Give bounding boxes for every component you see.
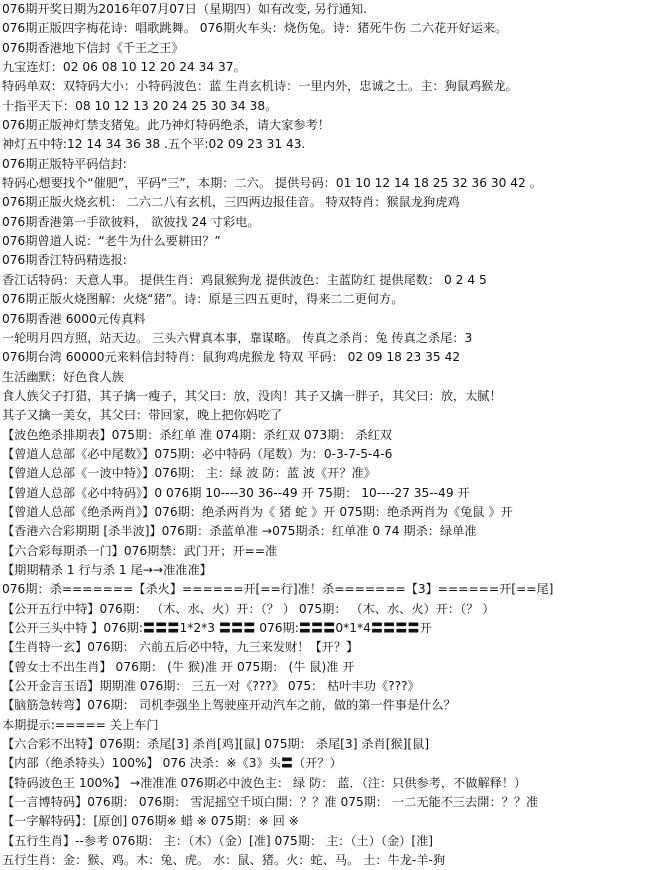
- line-18: [2, 329, 666, 348]
- line-20-text: 生活幽默：好色食人族: [2, 369, 124, 384]
- line-4: [2, 58, 666, 77]
- line-25: [2, 464, 666, 483]
- line-26: [2, 484, 666, 503]
- line-39: [2, 735, 666, 754]
- line-14-text: 076期香江特码精选报:: [2, 253, 127, 268]
- line-29: [2, 542, 666, 561]
- line-9: [2, 155, 666, 174]
- line-26-text: 【曾道人总部《必中特码》】0 076期 10----30 36--49 开 75期： 10----27 35--49 开: [2, 485, 470, 500]
- line-8-text: 神灯五中特:12 14 34 36 38 .五个平:02 09 23 31 43.: [2, 137, 306, 152]
- line-9-text: 076期正版特平码信封:: [2, 156, 127, 171]
- line-15-text: 香江话特码：天意人事。 提供生肖：鸡鼠猴狗龙 提供波色：主蓝防红 提供尾数： 0 2 4 5: [2, 272, 487, 287]
- line-43: [2, 812, 666, 831]
- line-22: [2, 406, 666, 425]
- line-24-text: 【曾道人总部《必中尾数》】075期：必中特码（尾数）为：0-3-7-5-4-6: [2, 446, 393, 461]
- line-7-text: 076期正版神灯禁支猪兔。此乃神灯特码绝杀，请大家参考！: [2, 118, 330, 133]
- line-28: [2, 522, 666, 541]
- line-45: [2, 851, 666, 870]
- line-45-text: 五行生肖：金：猴、鸡。木：兔、虎。 水：鼠、猪。火：蛇、马。 土：牛龙-羊-狗: [2, 853, 446, 868]
- line-31-text: 076期：杀=======【杀火】======开[==行]准！杀=======【3】======开[==尾]: [2, 582, 554, 597]
- line-13-text: 076期曾道人说：“老牛为什么要耕田？”: [2, 234, 221, 249]
- line-24: [2, 445, 666, 464]
- line-6: [2, 97, 666, 116]
- line-7: [2, 116, 666, 135]
- line-42: [2, 793, 666, 812]
- line-32: [2, 600, 666, 619]
- line-44: [2, 832, 666, 851]
- line-17: [2, 310, 666, 329]
- line-39-text: 【六合彩不出特】076期：杀尾[3] 杀肖[鸡][鼠] 075期： 杀尾[3] 杀肖[猴][鼠]: [2, 737, 430, 752]
- line-19-text: 076期台湾 60000元来料信封特肖：鼠狗鸡虎猴龙 特双 平码： 02 09 18 23 35 42: [2, 350, 461, 365]
- line-25-text: 【曾道人总部《一波中特》】076期： 主：绿 波 防：蓝 波《开？准》: [2, 466, 376, 481]
- line-34: [2, 638, 666, 657]
- line-4-text: 九宝连灯：02 06 08 10 12 20 24 34 37。: [2, 60, 246, 75]
- line-29-text: 【六合彩每期杀一门】076期禁：武门开；开==准: [2, 543, 278, 558]
- line-3-text: 076期香港地下信封《千王之王》: [2, 40, 184, 55]
- line-18-text: 一轮明月四方照，站天边。 三头六臂真本事，靠谋略。 传真之杀肖：兔 传真之杀尾：3: [2, 330, 473, 345]
- line-22-text: 其子又擒一美女，其父曰：带回家，晚上把你妈吃了: [2, 408, 283, 423]
- line-37: [2, 696, 666, 715]
- line-15: [2, 271, 666, 290]
- line-1: [2, 0, 666, 19]
- line-21-text: 食人族父子打猎，其子擒一瘦子，其父曰：放，没肉！其子又擒一胖子，其父曰：放，太腻！: [2, 388, 502, 403]
- line-43-text: 【一字解特码】：[原创] 076期※ 蜡 ※ 075期：※ 回 ※: [2, 814, 299, 829]
- line-3: [2, 39, 666, 58]
- line-13: [2, 232, 666, 251]
- line-1-text: 076期开奖日期为2016年07月07日（星期四）如有改变, 另行通知.: [2, 2, 368, 16]
- line-34-text: 【生肖特一玄】076期： 六前五后必中特，九三来发财！【开？】: [2, 640, 359, 655]
- line-11-text: 076期正版火烧玄机： 二六二八有玄机，三四两边报佳音。 特双特肖：猴鼠龙狗虎鸡: [2, 195, 460, 210]
- line-40: [2, 754, 666, 773]
- line-41-text: 【特码波色王 100%】 →准准准 076期必中波色主： 绿 防： 蓝．（注：只供参考，不做解释！）: [2, 775, 527, 790]
- line-38: [2, 716, 666, 735]
- line-31: [2, 580, 666, 599]
- line-5: [2, 77, 666, 96]
- line-8: [2, 135, 666, 154]
- line-33-text: 【公开三头中特 】076期:〓〓〓1*2*3 〓〓〓 076期:〓〓〓0*1*4〓〓〓〓开: [2, 621, 432, 635]
- line-32-text: 【公开五行中特】076期： （木、水、火）开：（？ ） 075期： （木、水、火）开：（？ ）: [2, 601, 495, 616]
- line-2-text: 076期正版四字梅花诗：唱歌跳舞。 076期火车头：烧伤兔。诗：猪死牛伤 二六花开好运来。: [2, 21, 508, 36]
- line-19: [2, 348, 666, 367]
- line-42-text: 【一言博特码】076期： 076期： 雪泥摇空千顷白開：？？准 075期： 一二无能不三去開：？？准: [2, 795, 539, 810]
- line-38-text: 本期提示:===== 关上车门: [2, 717, 159, 732]
- line-2: [2, 19, 666, 38]
- line-10-text: 特码心想要找个“催肥”，平码“三”，本期：二六。 提供号码：01 10 12 14 18 25 32 36 30 42 。: [2, 176, 542, 191]
- line-10: [2, 174, 666, 193]
- line-30: [2, 561, 666, 580]
- line-35: [2, 658, 666, 677]
- line-28-text: 【香港六合彩期期 [杀半波]】076期：杀蓝单准 →075期杀：红单准 0 74 期杀：绿单准: [2, 524, 477, 539]
- line-36: [2, 677, 666, 696]
- line-5-text: 特码单双：双特码大小：小特码波色：蓝 生肖玄机诗：一里内外，忠诚之士。主：狗鼠鸡猴龙。: [2, 79, 518, 94]
- line-11: [2, 193, 666, 212]
- line-41: [2, 774, 666, 793]
- line-23: [2, 426, 666, 445]
- line-6-text: 十指平天下：08 10 12 13 20 24 25 30 34 38。: [2, 98, 278, 113]
- line-35-text: 【曾女士不出生肖】 076期： (牛 猴)准 开 075期： (牛 鼠)准 开: [2, 659, 355, 674]
- line-12-text: 076期香港第一手欲彼料， 欲彼找 24 寸彩电。: [2, 214, 260, 229]
- document-body: [2, 0, 666, 870]
- line-37-text: 【脑筋急转弯】076期： 司机李强坐上驾驶座开动汽车之前，做的第一件事是什么？: [2, 698, 456, 713]
- line-20: [2, 368, 666, 387]
- line-14: [2, 251, 666, 270]
- line-40-text: 【内部（绝杀特头）100%】 076 决杀：※《3》头〓（开？）: [2, 756, 342, 771]
- line-21: [2, 387, 666, 406]
- line-27-text: 【曾道人总部《绝杀两肖》】076期：绝杀两肖为《 猪 蛇 》开 075期：绝杀两肖为《兔鼠 》开: [2, 504, 513, 519]
- line-30-text: 【期期精杀 1 行与杀 1 尾→→准准准】: [2, 562, 212, 577]
- line-16: [2, 290, 666, 309]
- line-17-text: 076期香港 6000元传真料: [2, 311, 146, 326]
- line-23-text: 【波色绝杀排期表】075期：杀红单 准 074期：杀红双 073期： 杀红双: [2, 427, 392, 442]
- line-27: [2, 503, 666, 522]
- line-12: [2, 213, 666, 232]
- line-33: [2, 619, 666, 638]
- line-44-text: 【五行生肖】--参考 076期： 主：（木）（金）[准] 075期： 主：（土）（金）[准]: [2, 833, 434, 848]
- line-36-text: 【公开金言玉语】期期准 076期： 三五一对《???》 075： 枯叶丰功《???》: [2, 679, 420, 694]
- line-16-text: 076期正版火烧图解：火烧“猪”。诗：原是三四五更时，得来二二更何方。: [2, 292, 404, 307]
